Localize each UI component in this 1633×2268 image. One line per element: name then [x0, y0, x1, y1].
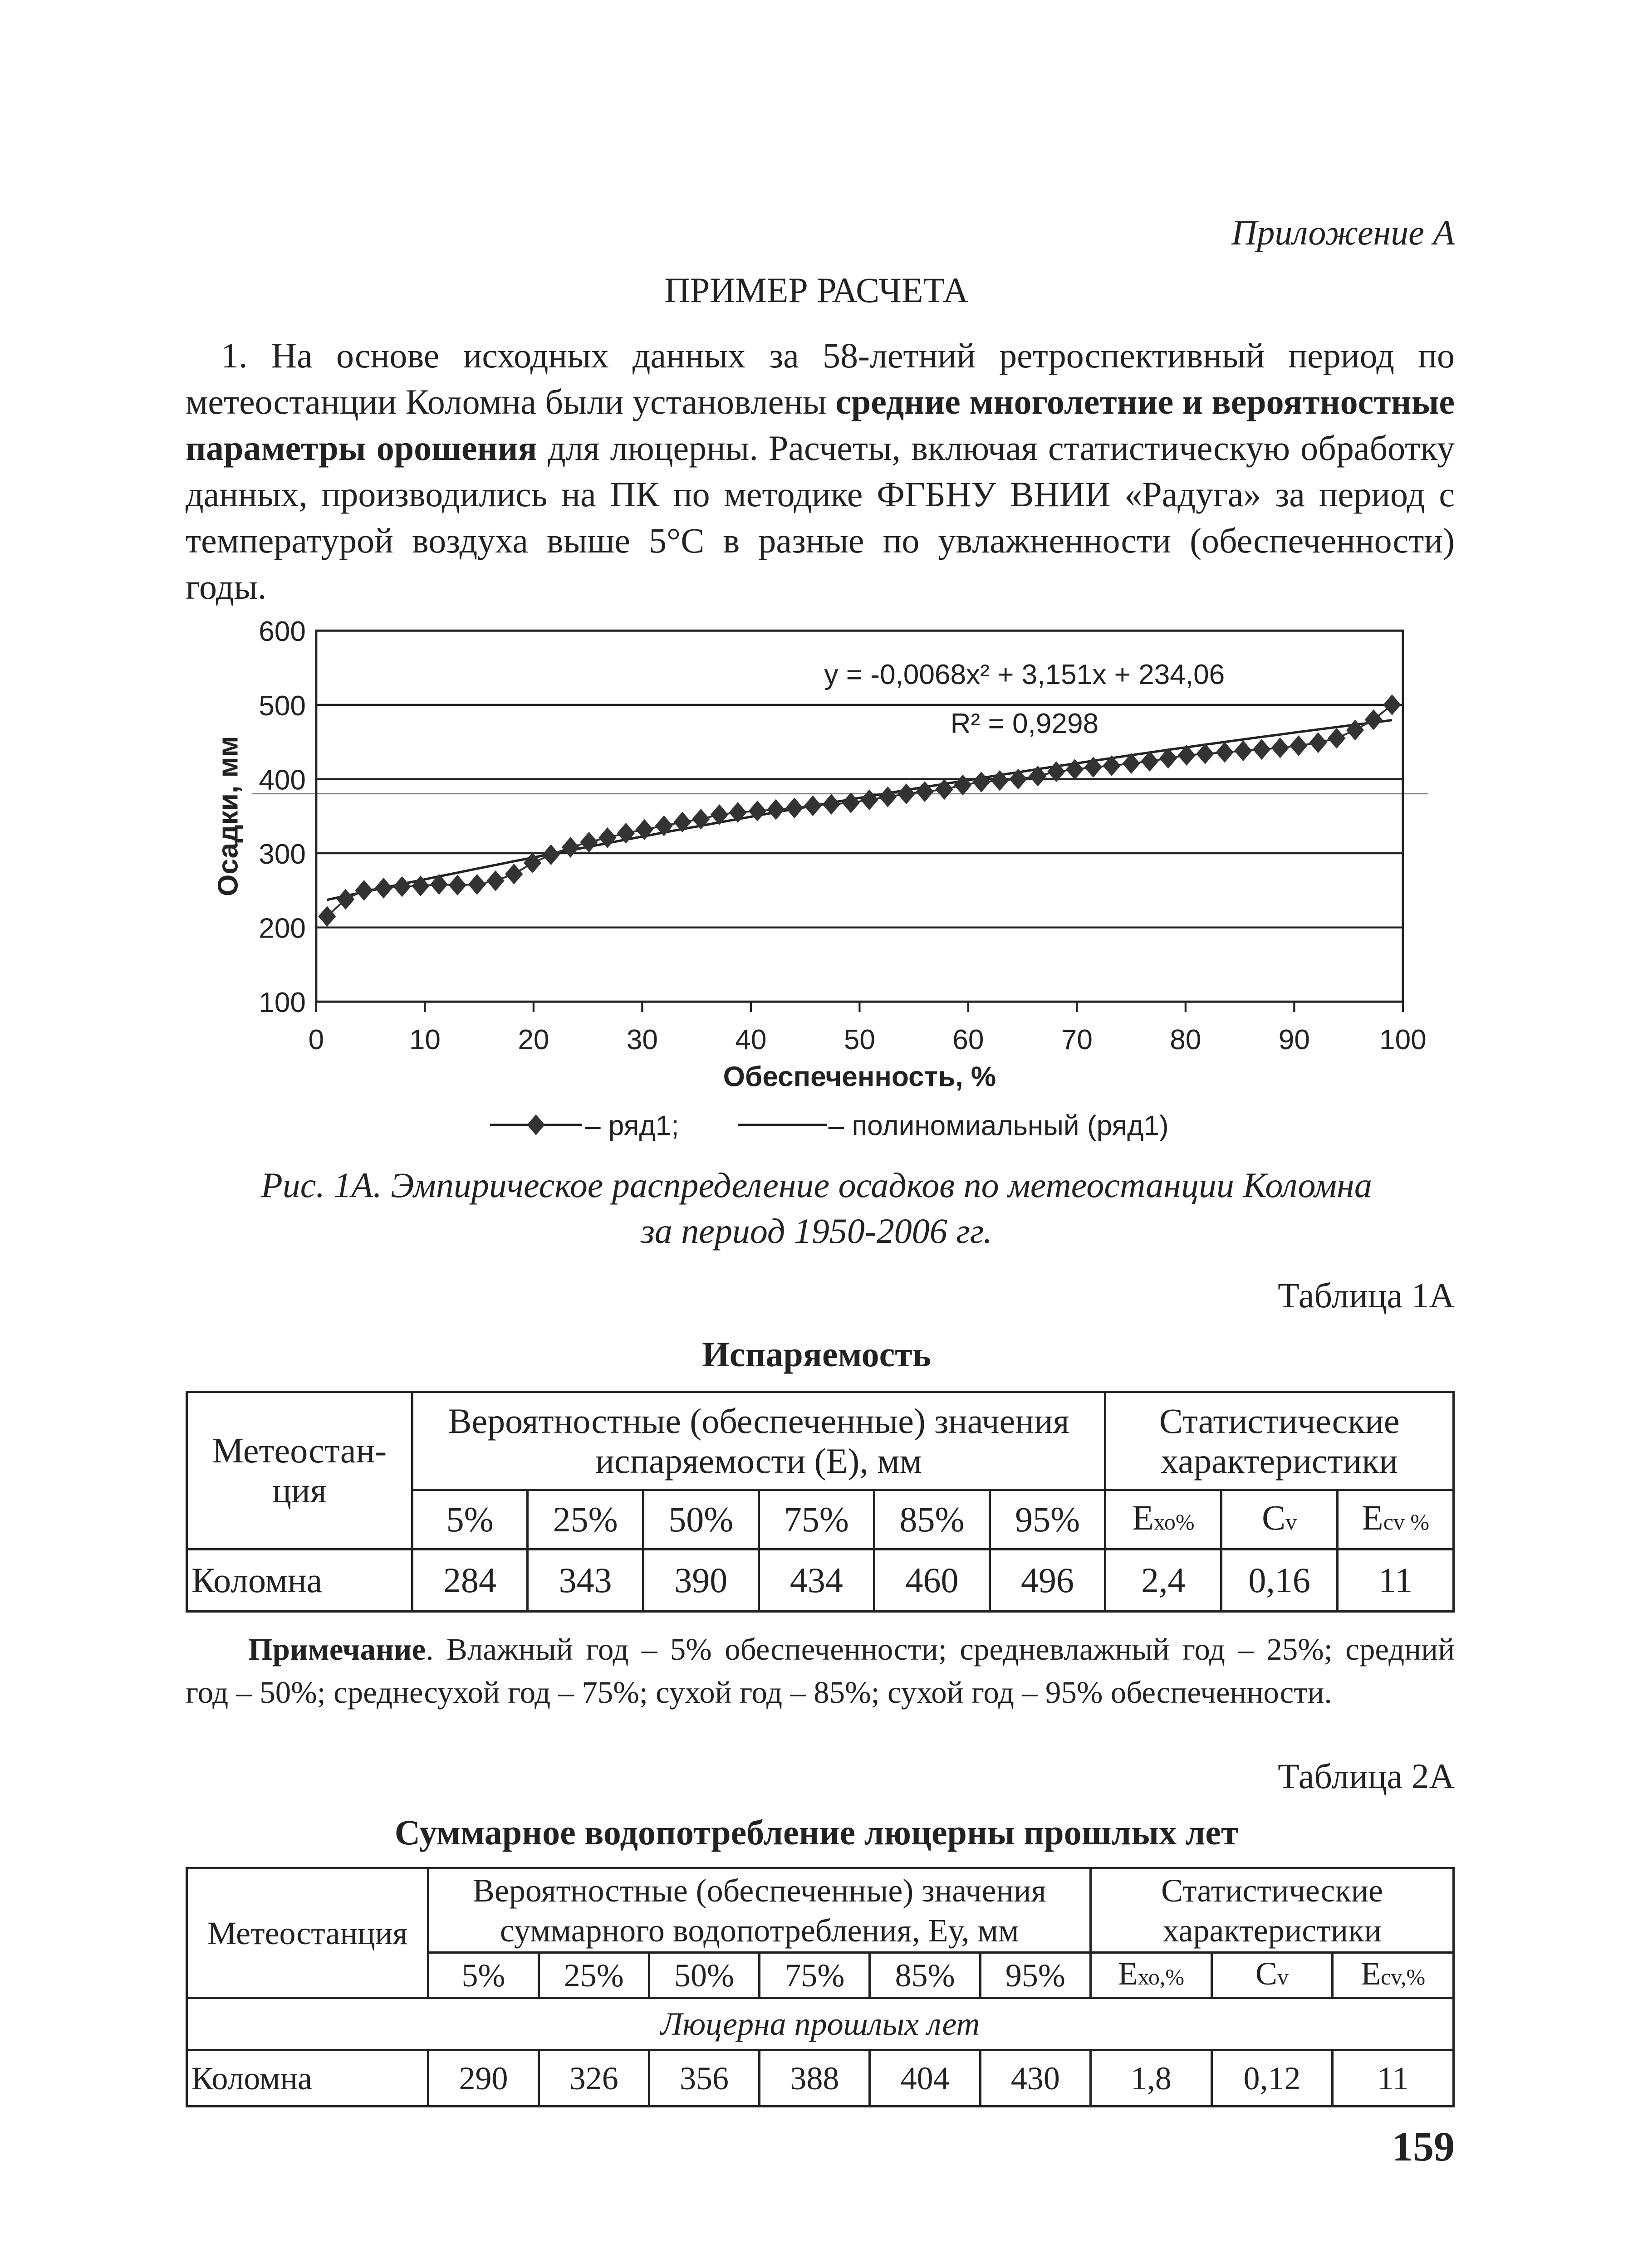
caption-line: Рис. 1А. Эмпирическое распределение осадков по метеостанции Коломна [261, 1165, 1372, 1205]
data-point [1383, 694, 1401, 715]
x-tick-label: 40 [735, 1024, 767, 1056]
data-point [1290, 735, 1307, 756]
column-header: 25% [528, 1490, 643, 1549]
stat-column-header: Ecv % [1338, 1490, 1454, 1549]
table1-title: Испаряемость [702, 1334, 931, 1374]
data-point [1328, 728, 1345, 749]
data-point [785, 797, 803, 818]
y-tick-label: 400 [259, 764, 306, 796]
x-tick-label: 10 [409, 1024, 441, 1056]
data-point [337, 889, 354, 910]
column-header: 95% [980, 1953, 1090, 1998]
y-tick-label: 500 [259, 690, 306, 722]
trend-equation: y = -0,0068x² + 3,151x + 234,06 [824, 659, 1225, 691]
data-point [1253, 739, 1270, 760]
table-cell: 390 [643, 1549, 759, 1612]
trendline [327, 720, 1392, 900]
legend-series-label: – ряд1; [585, 1110, 679, 1142]
table-cell: 404 [870, 2050, 980, 2107]
table-cell: 11 [1338, 1549, 1454, 1612]
paragraph-text-2: для люцерны. Расчеты, включая статистическую обработку данных, производились на ПК по методике ФГБНУ ВНИИ «Радуга» за период с температурой воздуха выше 5°С в разные по увлажненности (обеспеченности) годы. [186, 428, 1455, 606]
data-point [972, 772, 990, 792]
caption-line: за период 1950-2006 гг. [641, 1211, 992, 1251]
table-cell: 326 [539, 2050, 649, 2107]
group-header: Статистические характеристики [1105, 1392, 1454, 1490]
group-header: Вероятностные (обеспеченные) значения суммарного водопотребления, Еу, мм [428, 1868, 1091, 1953]
x-tick-label: 50 [843, 1024, 875, 1056]
column-header: 75% [759, 1490, 874, 1549]
y-tick-label: 200 [259, 913, 306, 944]
table-cell: Коломна [187, 2050, 428, 2107]
column-header: 85% [874, 1490, 990, 1549]
data-point [749, 801, 766, 821]
column-header: 85% [870, 1953, 980, 1998]
y-tick-label: 300 [259, 838, 306, 870]
x-tick-label: 60 [952, 1024, 984, 1056]
page-heading: ПРИМЕР РАСЧЕТА [664, 270, 969, 310]
table-cell: 460 [874, 1549, 990, 1612]
x-tick-label: 70 [1061, 1024, 1093, 1056]
table-cell: 434 [759, 1549, 874, 1612]
table-cell: 284 [412, 1549, 528, 1612]
table-cell: 2,4 [1105, 1549, 1221, 1612]
column-header: 50% [649, 1953, 759, 1998]
y-tick-label: 600 [259, 616, 306, 648]
stat-column-header: Cv [1211, 1953, 1333, 1998]
x-tick-label: 100 [1379, 1024, 1427, 1056]
table1 [186, 1391, 1455, 1613]
y-tick-label: 100 [259, 987, 306, 1019]
data-point [468, 874, 486, 895]
table-cell: 343 [528, 1549, 643, 1612]
column-header: 5% [428, 1953, 539, 1998]
data-point [842, 792, 860, 813]
column-header: 25% [539, 1953, 649, 1998]
station-header: Метеостанция [187, 1868, 428, 1998]
table1-label: Таблица 1А [1278, 1276, 1455, 1315]
column-header: 95% [990, 1490, 1105, 1549]
column-header: 75% [760, 1953, 870, 1998]
r-squared: R² = 0,9298 [950, 708, 1099, 740]
x-tick-label: 90 [1278, 1024, 1310, 1056]
series-line [327, 705, 1392, 916]
table2 [186, 1867, 1455, 2107]
table-cell: 1,8 [1091, 2050, 1212, 2107]
table2-title: Суммарное водопотребление люцерны прошлых лет [394, 1813, 1239, 1852]
data-point [542, 844, 560, 865]
data-point [1365, 709, 1383, 730]
note-label: Примечание [248, 1632, 426, 1667]
y-axis-title: Осадки, мм [212, 736, 244, 897]
group-header: Статистические характеристики [1091, 1868, 1454, 1953]
data-point [1216, 742, 1233, 763]
table2-label: Таблица 2А [1278, 1756, 1455, 1796]
data-point [449, 875, 466, 896]
x-tick-label: 0 [308, 1024, 324, 1056]
data-point [954, 775, 971, 796]
group-header: Вероятностные (обеспеченные) значения испаряемости (Е), мм [412, 1392, 1105, 1490]
data-point [393, 876, 411, 897]
column-header: 50% [643, 1490, 759, 1549]
table-cell: 0,16 [1221, 1549, 1338, 1612]
table-cell: 356 [649, 2050, 759, 2107]
column-header: 5% [412, 1490, 528, 1549]
data-point [580, 832, 598, 853]
data-point [562, 837, 579, 858]
station-header: Метеостан-ция [187, 1392, 412, 1549]
data-point [375, 878, 392, 899]
data-point [1309, 732, 1327, 753]
paragraph-bold: средние многолетние и вероятностные параметры орошения [186, 382, 1455, 468]
paragraph-text: 1. На основе исходных данных за 58-летний ретроспективный период по метеостанции Коломна были установлены [186, 336, 1455, 421]
data-point [486, 870, 504, 891]
figure-caption [148, 1162, 1485, 1254]
stat-column-header: Eхо,% [1091, 1953, 1212, 1998]
table-cell: 11 [1333, 2050, 1454, 2107]
data-point [767, 799, 785, 820]
x-axis-title: Обеспеченность, % [723, 1061, 996, 1093]
appendix-label: Приложение А [1231, 213, 1455, 252]
stat-column-header: Cv [1221, 1490, 1338, 1549]
legend-diamond-icon [527, 1114, 544, 1135]
table-cell: Коломна [187, 1549, 412, 1612]
intro-paragraph [186, 332, 1455, 610]
precipitation-chart [0, 608, 1633, 1158]
crop-subheader: Люцерна прошлых лет [187, 1998, 1454, 2050]
legend-trend-label: – полиномиальный (ряд1) [828, 1110, 1169, 1142]
data-point [318, 906, 336, 927]
table-note [186, 1628, 1455, 1714]
table-cell: 430 [980, 2050, 1090, 2107]
table-cell: 0,12 [1211, 2050, 1333, 2107]
data-point [804, 795, 822, 816]
data-point [1271, 738, 1289, 758]
data-point [860, 789, 878, 810]
page-number: 159 [1392, 2123, 1455, 2170]
table-cell: 290 [428, 2050, 539, 2107]
table-cell: 388 [760, 2050, 870, 2107]
data-point [879, 787, 897, 807]
table-cell: 496 [990, 1549, 1105, 1612]
data-point [916, 781, 933, 802]
data-point [355, 880, 373, 901]
data-point [897, 783, 915, 804]
stat-column-header: Ecv,% [1333, 1953, 1454, 1998]
stat-column-header: Eхо% [1105, 1490, 1221, 1549]
data-point [505, 864, 523, 885]
x-tick-label: 20 [518, 1024, 549, 1056]
data-point [1234, 740, 1252, 761]
data-point [822, 794, 840, 815]
x-tick-label: 30 [626, 1024, 658, 1056]
note-text: . Влажный год – 5% обеспеченности; средневлажный год – 25%; средний год – 50%; среднесухой год – 75%; сухой год – 85%; сухой год – 95% обеспеченности. [186, 1632, 1455, 1710]
x-tick-label: 80 [1170, 1024, 1201, 1056]
